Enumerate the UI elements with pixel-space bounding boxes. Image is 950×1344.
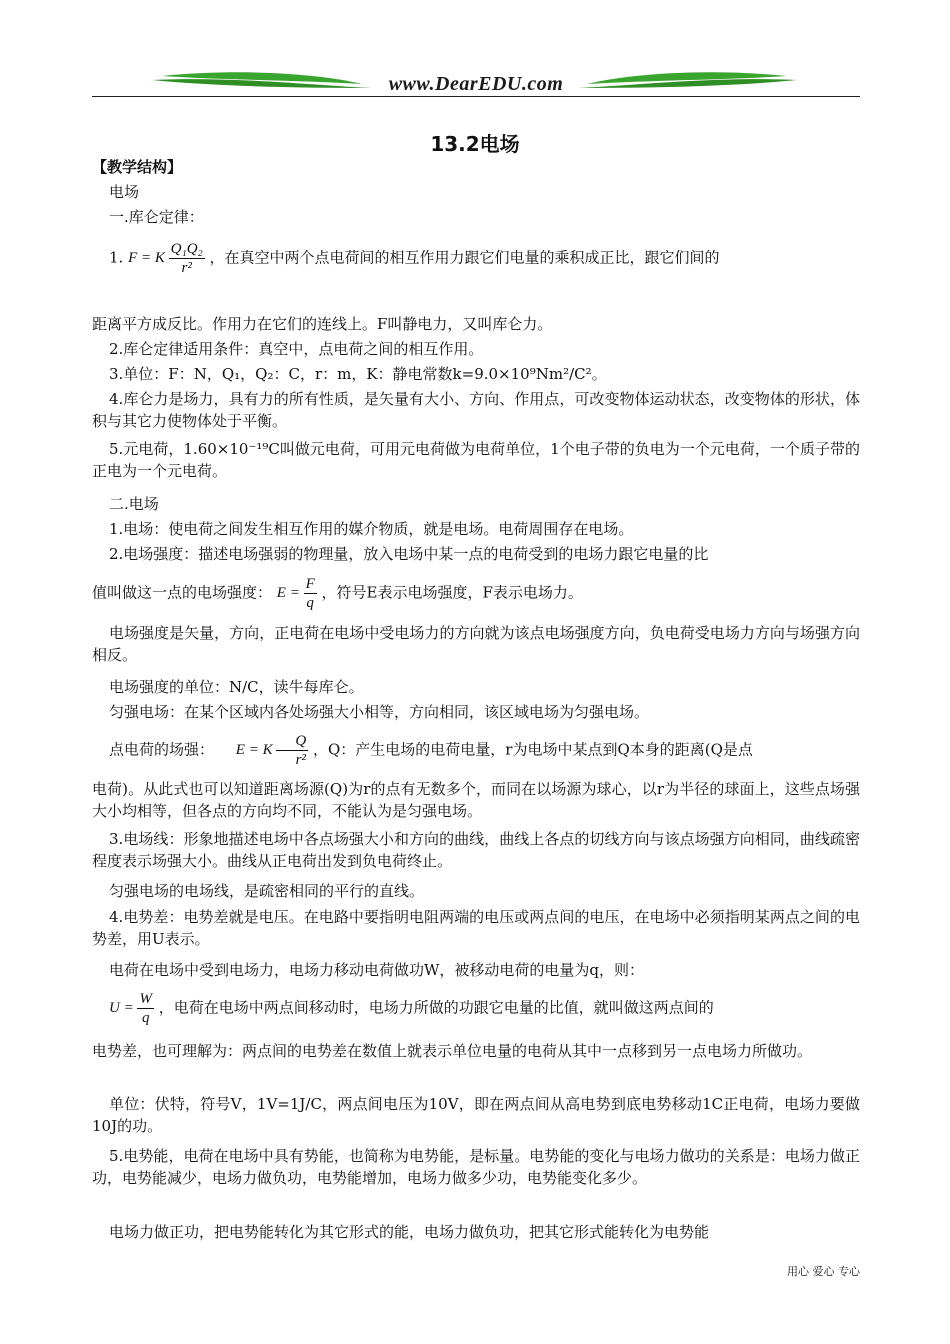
field-2d: 电场强度的单位：N/C，读牛每库仑。	[109, 678, 364, 696]
line-coulomb-heading: 一.库仑定律：	[109, 208, 204, 226]
numerator: Q	[276, 732, 308, 751]
site-logo-text: www.DearEDU.com	[388, 73, 564, 95]
formula-lhs: E =	[276, 584, 300, 601]
fraction	[276, 732, 308, 769]
line-5: 5.元电荷，1.60×10⁻¹⁹C叫做元电荷，可用元电荷做为电荷单位，1个电子带的负电为一个元电荷，一个质子带的正电为一个元电荷。	[92, 440, 860, 480]
line-1-cont: 距离平方成反比。作用力在它们的连线上。F叫静电力，又叫库仑力。	[92, 315, 553, 333]
field-1: 1.电场：使电荷之间发生相互作用的媒介物质，就是电场。电荷周围存在电场。	[109, 520, 634, 538]
section-label: 【教学结构】	[92, 158, 183, 176]
field-2f	[92, 732, 860, 769]
field-4: 4.电势差：电势差就是电压。在电路中要指明电阻两端的电压或两点间的电压，在电场中必须指明某两点之间的电势差，用U表示。	[92, 908, 860, 948]
fraction	[169, 240, 205, 277]
numerator: Q₁Q₂	[170, 241, 203, 257]
field-5b: 电场力做正功，把电势能转化为其它形式的能，电场力做负功，把其它形式能转化为电势能	[109, 1223, 710, 1241]
field-heading: 二.电场	[109, 495, 159, 513]
field-2g: 电荷)。从此式也可以知道距离场源(Q)为r的点有无数多个，而同在以场源为球心，以r为半径的球面上，这些点场强大小均相等，但各点的方向均不同，不能认为是匀强电场。	[92, 780, 860, 820]
e-formula	[277, 575, 317, 612]
site-header	[92, 70, 860, 98]
field-3b: 匀强电场的电场线，是疏密相同的平行的直线。	[109, 882, 425, 900]
page-title: 13.2电场	[430, 132, 520, 156]
denominator: r²	[295, 752, 306, 768]
line-1	[92, 240, 860, 277]
header-rule	[92, 96, 860, 97]
denominator: q	[306, 595, 314, 611]
denominator: r²	[181, 260, 192, 276]
point-charge-formula	[219, 732, 308, 769]
denominator: q	[141, 1010, 150, 1026]
field-3: 3.电场线：形象地描述电场中各点场强大小和方向的曲线，曲线上各点的切线方向与该点场强方向相同，曲线疏密程度表示场强大小。曲线从正电荷出发到负电荷终止。	[92, 830, 860, 870]
field-5: 5.电势能，电荷在电场中具有势能，也简称为电势能，是标量。电势能的变化与电场力做功的关系是：电场力做正功，电势能减少，电场力做负功，电势能增加，电场力做多少功，电势能变化多少。	[92, 1147, 860, 1187]
field-4b: 电荷在电场中受到电场力，电场力移动电荷做功W，被移动电荷的电量为q，则：	[109, 961, 645, 979]
field-4d: 电势差，也可理解为：两点间的电势差在数值上就表示单位电量的电荷从其中一点移到另一点电场力所做功。	[92, 1042, 813, 1060]
field-2b-pre: 值叫做这一点的电场强度：	[92, 583, 273, 602]
coulomb-formula	[128, 240, 205, 277]
field-4c-post: ，电荷在电场中两点间移动时，电场力所做的功跟它电量的比值，就叫做这两点间的	[158, 998, 714, 1017]
line-field: 电场	[109, 183, 140, 201]
field-2f-pre: 点电荷的场强：	[109, 740, 215, 759]
fraction	[137, 990, 154, 1027]
field-2a: 2.电场强度：描述电场强弱的物理量，放入电场中某一点的电荷受到的电场力跟它电量的比	[109, 545, 709, 563]
line-3: 3.单位：F：N，Q₁，Q₂：C，r：m，K：静电常数k=9.0×10⁹Nm²/C²。	[109, 365, 607, 383]
numerator: F	[305, 576, 315, 592]
item-number: 1.	[109, 248, 124, 267]
field-4e: 单位：伏特，符号V，1V=1J/C，两点间电压为10V，即在两点间从高电势到底电势移动1C正电荷，电场力要做10J的功。	[92, 1095, 860, 1135]
field-2e: 匀强电场：在某个区域内各处场强大小相等，方向相同，该区域电场为匀强电场。	[109, 703, 650, 721]
formula-lhs: F = K	[128, 249, 165, 266]
line-1-text: ，在真空中两个点电荷间的相互作用力跟它们电量的乘积成正比，跟它们间的	[209, 248, 720, 267]
field-4c	[92, 990, 860, 1027]
field-2c: 电场强度是矢量，方向，正电荷在电场中受电场力的方向就为该点电场强度方向，负电荷受电场力方向与场强方向相反。	[92, 624, 860, 664]
u-formula	[109, 990, 154, 1027]
field-2b	[92, 575, 860, 612]
field-2b-post: ，符号E表示电场强度，F表示电场力。	[321, 583, 583, 602]
fraction	[304, 575, 317, 612]
field-2f-post: ，Q：产生电场的电荷电量，r为电场中某点到Q本身的距离(Q是点	[312, 740, 753, 759]
line-4: 4.库仑力是场力，具有力的所有性质，是矢量有大小、方向、作用点，可改变物体运动状态，改变物体的形状，体积与其它力使物体处于平衡。	[92, 390, 860, 430]
formula-lhs: U =	[109, 999, 134, 1016]
line-2: 2.库仑定律适用条件：真空中，点电荷之间的相互作用。	[109, 340, 484, 358]
footer-slogan: 用心 爱心 专心	[787, 1265, 860, 1278]
numerator: W	[139, 991, 152, 1007]
formula-lhs: E = K	[235, 741, 273, 758]
